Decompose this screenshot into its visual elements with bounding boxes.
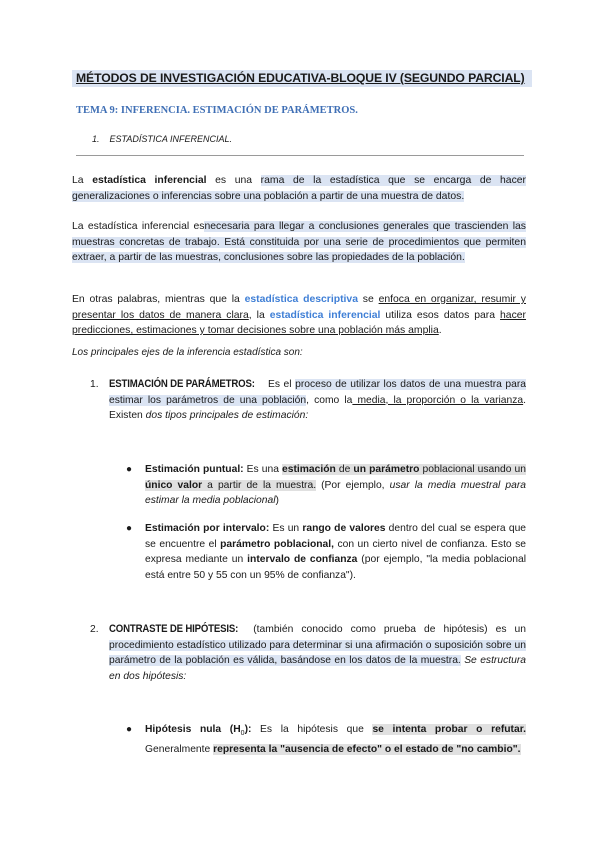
topic-heading: TEMA 9: INFERENCIA. ESTIMACIÓN DE PARÁMETROS. xyxy=(76,105,358,116)
paragraph-comparison: En otras palabras, mientras que la estadística descriptiva se enfoca en organizar, resumir y presentar los datos de manera clara, la estadística inferencial utiliza esos datos para hacer predicciones, estimaciones y tomar decisiones sobre una población más amplia. xyxy=(72,294,527,336)
divider xyxy=(76,155,524,156)
list-number: 1. xyxy=(90,379,99,390)
bullet-null-hypothesis: ● Hipótesis nula $(H_0)$: Es la hipótesis que se intenta probar o refutar. Generalmente representa la "ausencia de efecto" o el estado de "no cambio". xyxy=(126,724,526,755)
item-title: CONTRASTE DE HIPÓTESIS: xyxy=(109,623,239,635)
item-title: ESTIMACIÓN DE PARÁMETROS: xyxy=(109,378,255,390)
section-heading xyxy=(92,134,232,144)
bullet-interval-estimate: ● Estimación por intervalo: Es un rango de valores dentro del cual se espera que se encuentre el parámetro poblacional, con un cierto nivel de confianza. Esto se expresa mediante un intervalo de confianza (por ejemplo, "la media poblacional está entre 50 y 55 con un 95% de confianza"). xyxy=(126,523,527,581)
lead-sentence: Los principales ejes de la inferencia estadística son: xyxy=(72,347,303,358)
bullet-icon: ● xyxy=(126,724,133,735)
section-number: 1. xyxy=(92,134,100,144)
bullet-icon: ● xyxy=(126,464,133,475)
bullet-icon: ● xyxy=(126,523,133,534)
document-title: MÉTODOS DE INVESTIGACIÓN EDUCATIVA-BLOQUE IV (SEGUNDO PARCIAL) xyxy=(72,70,532,87)
section-title: ESTADÍSTICA INFERENCIAL. xyxy=(109,134,233,144)
paragraph-purpose: La estadística inferencial esnecesaria para llegar a conclusiones generales que trascienden las muestras concretas de trabajo. Está constituida por una serie de procedimientos que permiten extraer, a partir de las muestras, conclusiones sobre las propiedades de la población. xyxy=(72,221,526,263)
list-item-estimation: 1. ESTIMACIÓN DE PARÁMETROS: Es el proceso de utilizar los datos de una muestra para estimar los parámetros de una población, como la media, la proporción o la varianza. Existen dos tipos principales de estimación: xyxy=(90,378,526,422)
paragraph-definition: La estadística inferencial es una rama de la estadística que se encarga de hacer generalizaciones o inferencias sobre una población a partir de una muestra de datos. xyxy=(72,175,527,202)
bullet-point-estimate: ● Estimación puntual: Es una estimación de un parámetro poblacional usando un único valor a partir de la muestra. (Por ejemplo, usar la media muestral para estimar la media poblacional) xyxy=(126,464,526,507)
list-number: 2. xyxy=(90,624,99,635)
list-item-hypothesis: 2. CONTRASTE DE HIPÓTESIS: (también conocido como prueba de hipótesis) es un procedimiento estadístico utilizado para determinar si una afirmación o suposición sobre un parámetro de la población es válida, basándose en los datos de la muestra. Se estructura en dos hipótesis: xyxy=(90,623,526,682)
